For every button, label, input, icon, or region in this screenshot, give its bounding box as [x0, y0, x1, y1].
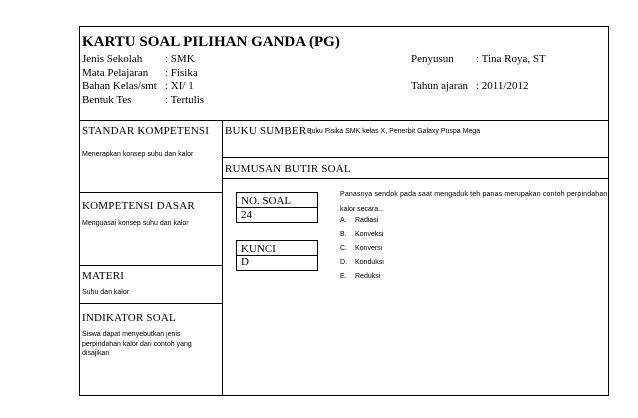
divider-materi — [80, 303, 222, 304]
standar-heading: STANDAR KOMPETENSI — [82, 125, 210, 137]
standar-text: Menerapkan konsep suhu dan kalor — [82, 151, 194, 158]
question-line-1: Panasnya sendok pada saat mengaduk teh panas merupakan contoh perpindahan — [340, 191, 608, 198]
info-label-test: Bentuk Tes — [82, 94, 132, 106]
buku-label: BUKU SUMBER : — [225, 125, 313, 137]
info-value-subject: : Fisika — [165, 67, 198, 79]
option-letter-d: D. — [340, 259, 347, 266]
divider-standar — [80, 192, 222, 193]
option-text-c: Konversi — [355, 245, 383, 252]
divider-buku — [222, 157, 608, 158]
divider-header — [80, 120, 608, 121]
buku-text: Buku Fisika SMK kelas X, Penerbit Galaxy Puspa Mega — [307, 128, 481, 135]
divider-vertical — [222, 120, 223, 395]
info-value-test: : Tertulis — [165, 94, 205, 106]
option-text-a: Radiasi — [355, 217, 379, 224]
materi-heading: MATERI — [82, 270, 125, 282]
info-label-class: Bahan Kelas/smt — [82, 80, 157, 92]
info-label-school: Jenis Sekolah — [82, 53, 143, 65]
info-label-subject: Mata Pelajaran — [82, 67, 149, 79]
indikator-line-3: disajikan — [82, 350, 110, 357]
page-title: KARTU SOAL PILIHAN GANDA (PG) — [82, 34, 340, 50]
option-letter-c: C. — [340, 245, 347, 252]
kunci-label: KUNCI — [241, 243, 276, 255]
question-line-2: kalor secara... — [340, 206, 384, 213]
divider-rumusan — [222, 178, 608, 179]
no-soal-value: 24 — [241, 209, 252, 221]
kd-text: Menguasai konsep suhu dan kalor — [82, 220, 189, 227]
info-label-year: Tahun ajaran — [411, 80, 468, 92]
materi-text: Suhu dan kalor — [82, 289, 130, 296]
info-label-author: Penyusun — [411, 53, 454, 65]
option-letter-a: A. — [340, 217, 347, 224]
kd-heading: KOMPETENSI DASAR — [82, 200, 195, 212]
divider-kd — [80, 265, 222, 266]
kunci-divider — [237, 255, 317, 256]
option-letter-e: E. — [340, 273, 347, 280]
info-value-year: : 2011/2012 — [476, 80, 529, 92]
option-text-d: Konduksi — [355, 259, 384, 266]
no-soal-divider — [237, 207, 317, 208]
option-text-e: Reduksi — [355, 273, 381, 280]
option-letter-b: B. — [340, 231, 347, 238]
kunci-value: D — [241, 256, 249, 268]
indikator-line-1: Siswa dapat menyebutkan jenis — [82, 331, 181, 338]
info-value-author: : Tina Roya, ST — [476, 53, 546, 65]
info-value-class: : XI/ 1 — [165, 80, 194, 92]
info-value-school: : SMK — [165, 53, 195, 65]
no-soal-label: NO. SOAL — [241, 195, 292, 207]
indikator-heading: INDIKATOR SOAL — [82, 312, 176, 324]
indikator-line-2: perpindahan kalor dari contoh yang — [82, 341, 192, 348]
rumusan-heading: RUMUSAN BUTIR SOAL — [225, 163, 351, 175]
option-text-b: Konveksi — [355, 231, 384, 238]
